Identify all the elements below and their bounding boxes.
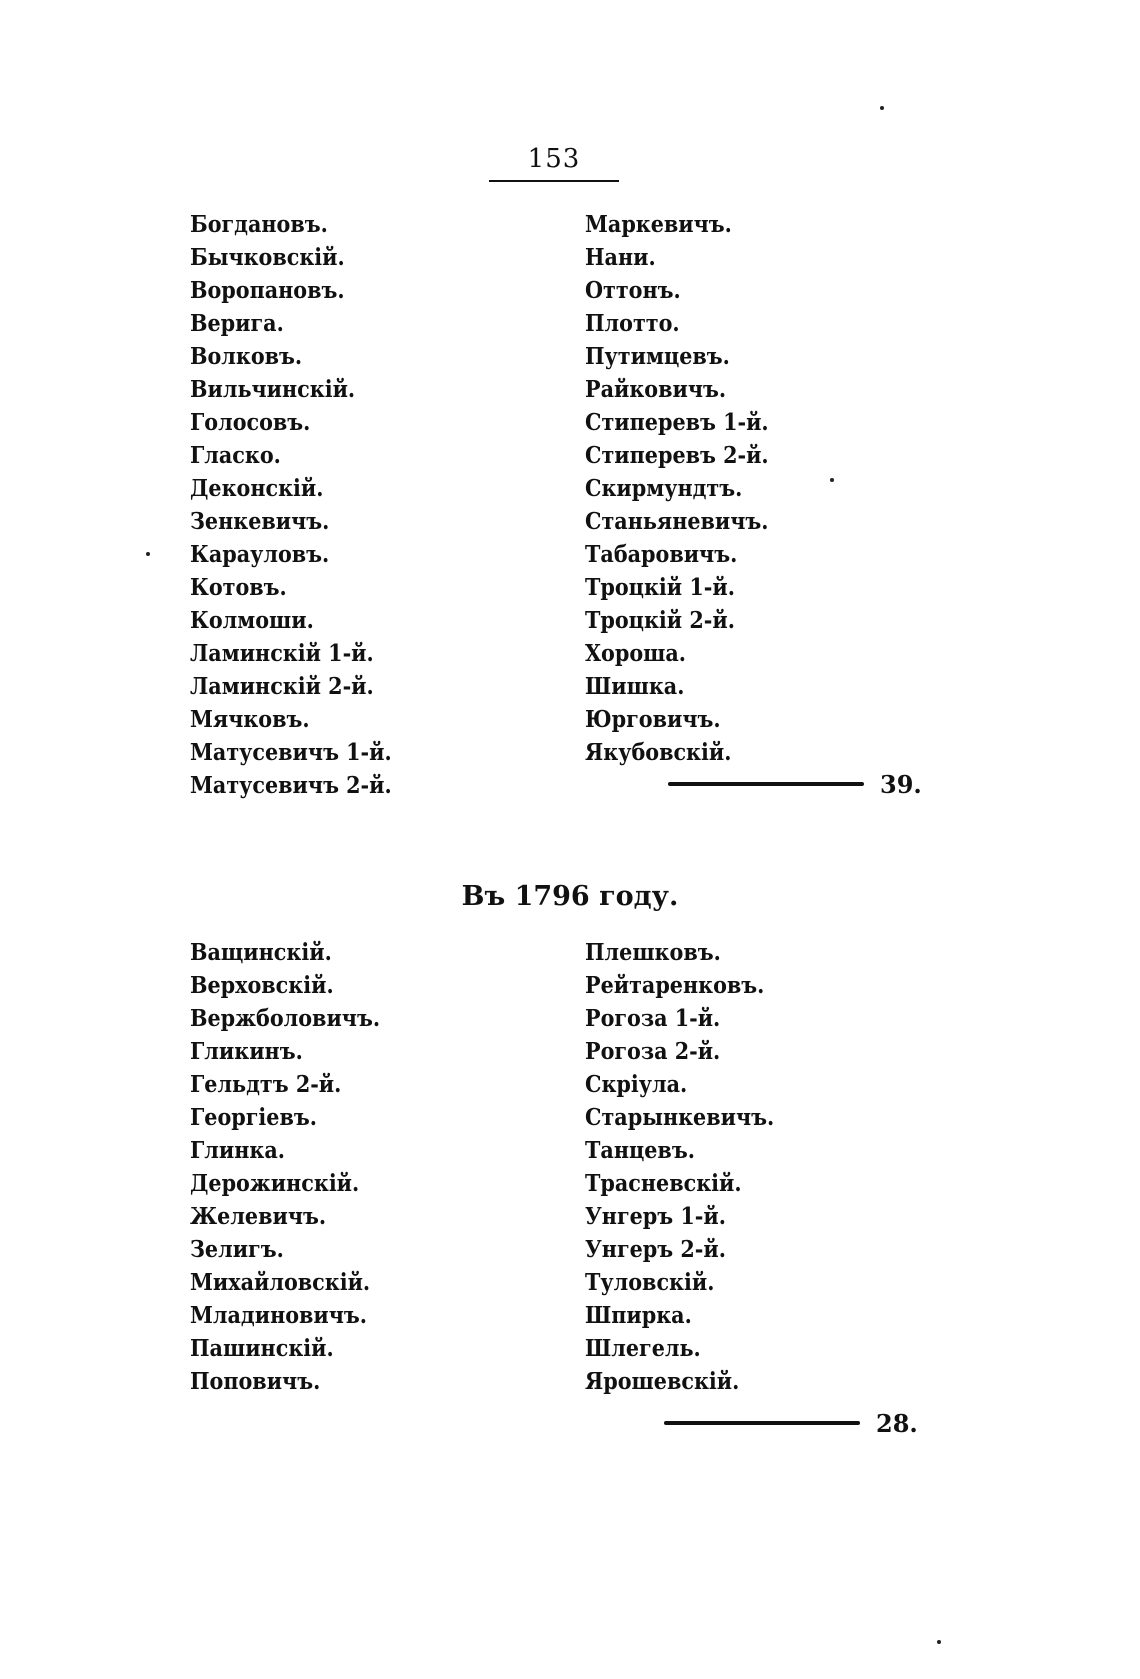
name-entry: Георгіевъ. [190, 1104, 317, 1131]
name-entry: Михайловскій. [190, 1269, 371, 1296]
page-number-underline [489, 180, 619, 182]
name-entry: Оттонъ. [585, 277, 681, 304]
print-speck [880, 106, 884, 110]
name-entry: Голосовъ. [190, 409, 311, 436]
name-entry: Зенкевичъ. [190, 508, 330, 535]
section-2-total: 28. [876, 1409, 918, 1438]
name-entry: Старынкевичъ. [585, 1104, 775, 1131]
name-entry: Мячковъ. [190, 706, 310, 733]
name-entry: Шишка. [585, 673, 685, 700]
name-entry: Котовъ. [190, 574, 287, 601]
name-entry: Плешковъ. [585, 939, 721, 966]
name-entry: Плотто. [585, 310, 680, 337]
name-entry: Маркевичъ. [585, 211, 732, 238]
name-entry: Троцкій 2-й. [585, 607, 735, 634]
name-entry: Поповичъ. [190, 1368, 321, 1395]
name-entry: Ярошевскій. [585, 1368, 740, 1395]
name-entry: Шпирка. [585, 1302, 692, 1329]
name-entry: Карауловъ. [190, 541, 330, 568]
name-entry: Туловскій. [585, 1269, 715, 1296]
name-entry: Гельдтъ 2-й. [190, 1071, 342, 1098]
section-2-total-rule [664, 1421, 860, 1425]
name-entry: Воропановъ. [190, 277, 345, 304]
print-speck [146, 552, 150, 556]
name-entry: Пашинскій. [190, 1335, 334, 1362]
name-entry: Желевичъ. [190, 1203, 327, 1230]
section-2-left-column [190, 936, 401, 1398]
name-entry: Якубовскій. [585, 739, 732, 766]
name-entry: Младиновичъ. [190, 1302, 368, 1329]
name-entry: Колмоши. [190, 607, 314, 634]
section-2-right-column [585, 936, 795, 1398]
section-1-left-column [190, 208, 414, 802]
name-entry: Деконскій. [190, 475, 324, 502]
name-entry: Стиперевъ 2-й. [585, 442, 769, 469]
section-1-right-column [585, 208, 789, 769]
section-2-heading: Въ 1796 году. [461, 881, 679, 912]
name-entry: Райковичъ. [585, 376, 727, 403]
name-entry: Трасневскій. [585, 1170, 742, 1197]
print-speck [830, 478, 834, 482]
section-1-total: 39. [880, 770, 922, 799]
name-entry: Унгеръ 2-й. [585, 1236, 726, 1263]
name-entry: Троцкій 1-й. [585, 574, 735, 601]
name-entry: Вильчинскій. [190, 376, 356, 403]
name-entry: Хороша. [585, 640, 687, 667]
name-entry: Табаровичъ. [585, 541, 738, 568]
name-entry: Юрговичъ. [585, 706, 721, 733]
name-entry: Скирмундтъ. [585, 475, 743, 502]
name-entry: Танцевъ. [585, 1137, 695, 1164]
name-entry: Ламинскій 2-й. [190, 673, 374, 700]
name-entry: Матусевичъ 1-й. [190, 739, 392, 766]
name-entry: Ващинскій. [190, 939, 332, 966]
page-number: 153 [527, 144, 581, 174]
print-speck [937, 1640, 941, 1644]
name-entry: Рогоза 1-й. [585, 1005, 721, 1032]
name-entry: Нани. [585, 244, 656, 271]
name-entry: Ламинскій 1-й. [190, 640, 374, 667]
name-entry: Вержболовичъ. [190, 1005, 381, 1032]
section-1-total-rule [668, 782, 864, 786]
name-entry: Верига. [190, 310, 284, 337]
name-entry: Глинка. [190, 1137, 285, 1164]
name-entry: Гласко. [190, 442, 281, 469]
name-entry: Станьяневичъ. [585, 508, 769, 535]
name-entry: Рейтаренковъ. [585, 972, 765, 999]
name-entry: Верховскій. [190, 972, 334, 999]
name-entry: Рогоза 2-й. [585, 1038, 721, 1065]
name-entry: Матусевичъ 2-й. [190, 772, 392, 799]
name-entry: Зелигъ. [190, 1236, 284, 1263]
name-entry: Гликинъ. [190, 1038, 303, 1065]
name-entry: Бычковскій. [190, 244, 345, 271]
name-entry: Шлегель. [585, 1335, 701, 1362]
name-entry: Стиперевъ 1-й. [585, 409, 769, 436]
name-entry: Унгеръ 1-й. [585, 1203, 726, 1230]
name-entry: Скріула. [585, 1071, 688, 1098]
name-entry: Волковъ. [190, 343, 303, 370]
name-entry: Богдановъ. [190, 211, 328, 238]
name-entry: Путимцевъ. [585, 343, 730, 370]
name-entry: Дерожинскій. [190, 1170, 360, 1197]
